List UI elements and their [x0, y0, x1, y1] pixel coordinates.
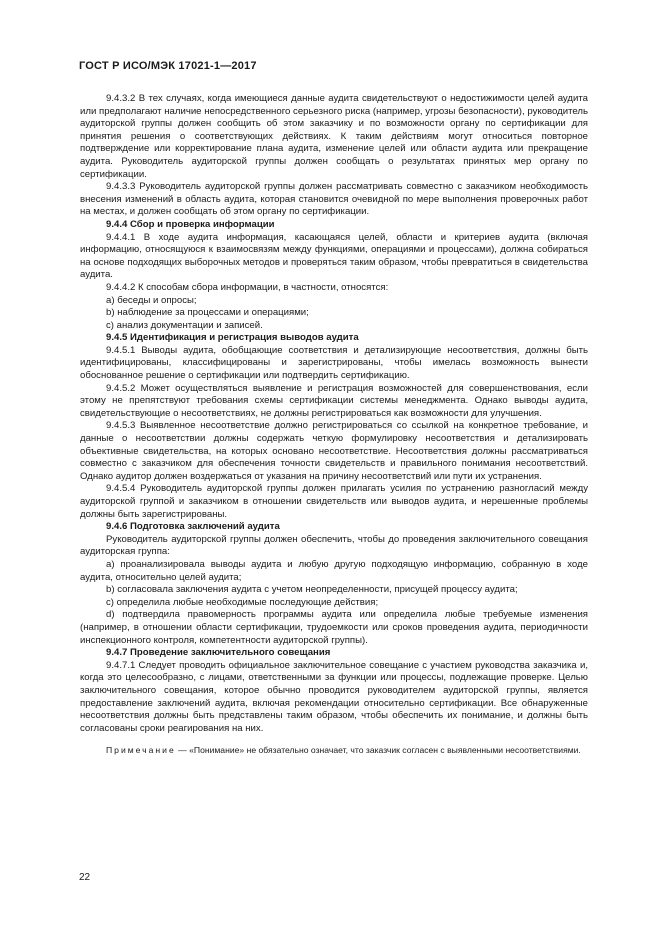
section-heading: 9.4.6 Подготовка заключений аудита [106, 521, 280, 533]
section-heading: 9.4.7 Проведение заключительного совещания [106, 647, 331, 659]
document-header: ГОСТ Р ИСО/МЭК 17021-1—2017 [79, 60, 257, 72]
note-text: — «Понимание» не обязательно означает, что заказчик согласен с выявленными несоответствиями. [175, 745, 581, 756]
paragraph: 9.4.5.3 Выявленное несоответствие должно регистрироваться со ссылкой на конкретное требование, и данные о несоответствии должны содержать четкую формулировку несоответствия и детализировать объективные свидетельства, на которых основано несоответствие. Несоответствия должны рассматриваться совместно с заказчиком для обеспечения точности свидетельств и правильного понимания несоответствий. Однако аудитор должен воздержаться от указания на причину несоответствий или пути их устранения. [80, 420, 588, 482]
list-item: c) определила любые необходимые последующие действия; [106, 596, 379, 608]
list-item: a) проанализировала выводы аудита и любую другую подходящую информацию, собранную в ходе аудита, относительно целей аудита; [80, 558, 588, 583]
list-item: c) анализ документации и записей. [106, 319, 263, 331]
note-label: Примечание [106, 745, 176, 756]
paragraph: Руководитель аудиторской группы должен обеспечить, чтобы до проведения заключительного совещания аудиторская группа: [80, 533, 588, 558]
paragraph: 9.4.5.4 Руководитель аудиторской группы должен прилагать усилия по устранению разногласий между аудиторской группой и заказчиком в отношении свидетельств или выводов аудита, и нерешенные проблемы должны быть зарегистрированы. [80, 483, 588, 520]
paragraph: 9.4.7.1 Следует проводить официальное заключительное совещание с участием руководства заказчика и, когда это целесообразно, с лицами, ответственными за функции или процессы, подлежащие проверке. Целью заключительного совещания, которое обычно проводится руководителем аудиторской группы, является предоставление заключений аудита, включая рекомендации относительно сертификации. Все обнаруженные несоответствия должны быть представлены таким образом, чтобы обеспечить их понимание, и должны быть согласованы сроки реагирования на них. [80, 659, 588, 734]
list-item: b) согласовала заключения аудита с учетом неопределенности, присущей процессу аудита; [106, 584, 518, 596]
paragraph: 9.4.5.1 Выводы аудита, обобщающие соответствия и детализирующие несоответствия, должны быть идентифицированы, классифицированы и зарегистрированы, чтобы имелась возможность вынести обоснованное решение о сертификации или подтвердить сертификацию. [80, 344, 588, 382]
paragraph: 9.4.4.1 В ходе аудита информация, касающаяся целей, области и критериев аудита (включая информацию, относящуюся к взаимосвязям между функциями, операциями и процессами), должна собираться на основе подходящих выборочных методов и проверяться таким образом, чтобы превратиться в свидетельства аудита. [80, 231, 588, 281]
section-heading: 9.4.4 Сбор и проверка информации [106, 218, 275, 230]
paragraph: 9.4.5.2 Может осуществляться выявление и регистрация возможностей для совершенствования, если этому не препятствуют требования схемы сертификации системы менеджмента. Однако выводы аудита, свидетельствующие о несоответствиях, не должны регистрироваться как возможности для улучшения. [80, 382, 588, 419]
list-item: a) беседы и опросы; [106, 294, 197, 306]
paragraph: 9.4.3.3 Руководитель аудиторской группы должен рассматривать совместно с заказчиком необходимость внесения изменений в область аудита, которая становится очевидной по мере выполнения проверочных работ на местах, и должен сообщать об этом органу по сертификации. [80, 181, 588, 218]
page-number: 22 [79, 872, 91, 883]
paragraph: 9.4.4.2 К способам сбора информации, в частности, относятся: [106, 281, 389, 293]
section-heading: 9.4.5 Идентификация и регистрация выводов аудита [106, 332, 359, 344]
note [80, 745, 588, 757]
list-item: b) наблюдение за процессами и операциями; [106, 307, 309, 319]
document-body [80, 93, 588, 757]
list-item: d) подтвердила правомерность программы аудита или определила любые требуемые изменения (например, в отношении области сертификации, трудоемкости или сроков проведения аудита, периодичности инспекционного контроля, компетентности аудиторской группы). [80, 609, 588, 646]
paragraph: 9.4.3.2 В тех случаях, когда имеющиеся данные аудита свидетельствуют о недостижимости целей аудита или предполагают наличие непосредственного серьезного риска (например, угрозы безопасности), руководитель аудиторской группы должен сообщить об этом заказчику и по возможности органу по сертификации для принятия решения о соответствующих действиях. К таким действиям могут относиться повторное подтверждение или корректирование плана аудита, изменение целей или области аудита или прекращение аудита. Руководитель аудиторской группы должен сообщать о результатах принятых мер органу по сертификации. [80, 93, 588, 180]
